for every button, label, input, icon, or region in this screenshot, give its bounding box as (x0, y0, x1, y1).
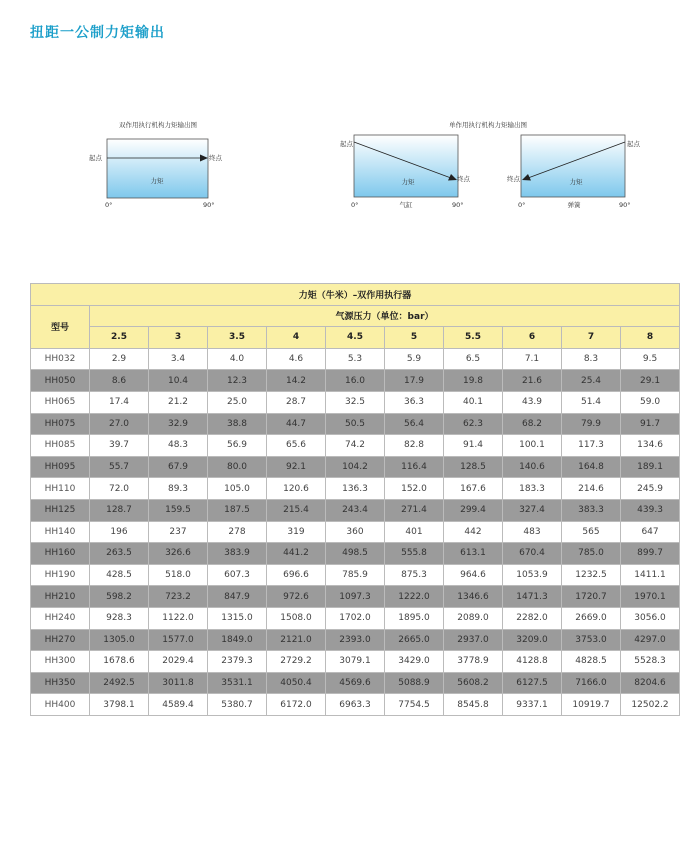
table-row (31, 413, 680, 435)
torque-value-cell: 4828.5 (562, 651, 621, 673)
torque-value-cell: 441.2 (267, 543, 326, 565)
torque-value-cell: 613.1 (444, 543, 503, 565)
torque-value-cell: 19.8 (444, 370, 503, 392)
torque-value-cell: 1895.0 (385, 607, 444, 629)
torque-value-cell: 4297.0 (621, 629, 680, 651)
torque-value-cell: 27.0 (90, 413, 149, 435)
pressure-column-header: 4.5 (326, 327, 385, 349)
torque-value-cell: 67.9 (149, 456, 208, 478)
torque-value-cell: 928.3 (90, 607, 149, 629)
torque-value-cell: 8.3 (562, 348, 621, 370)
model-cell: HH110 (31, 478, 90, 500)
table-row (31, 391, 680, 413)
torque-value-cell: 2492.5 (90, 672, 149, 694)
model-cell: HH240 (31, 607, 90, 629)
pressure-column-header: 5.5 (444, 327, 503, 349)
pressure-values-row (31, 327, 680, 349)
torque-value-cell: 3056.0 (621, 607, 680, 629)
torque-value-cell: 598.2 (90, 586, 149, 608)
table-row (31, 564, 680, 586)
table-row (31, 456, 680, 478)
torque-value-cell: 972.6 (267, 586, 326, 608)
torque-value-cell: 9.5 (621, 348, 680, 370)
torque-value-cell: 43.9 (503, 391, 562, 413)
torque-value-cell: 498.5 (326, 543, 385, 565)
torque-value-cell: 5.3 (326, 348, 385, 370)
model-cell: HH140 (31, 521, 90, 543)
torque-value-cell: 7754.5 (385, 694, 444, 716)
torque-value-cell: 10.4 (149, 370, 208, 392)
axis-mode-label: 弹簧 (567, 201, 581, 209)
torque-value-cell: 136.3 (326, 478, 385, 500)
model-cell: HH400 (31, 694, 90, 716)
model-cell: HH050 (31, 370, 90, 392)
table-row (31, 586, 680, 608)
diagram-caption: 双作用执行机构力矩输出图 (119, 121, 197, 129)
torque-value-cell: 196 (90, 521, 149, 543)
torque-value-cell: 51.4 (562, 391, 621, 413)
model-cell: HH300 (31, 651, 90, 673)
torque-value-cell: 326.6 (149, 543, 208, 565)
torque-value-cell: 1053.9 (503, 564, 562, 586)
torque-value-cell: 68.2 (503, 413, 562, 435)
torque-value-cell: 21.2 (149, 391, 208, 413)
torque-value-cell: 48.3 (149, 435, 208, 457)
torque-value-cell: 245.9 (621, 478, 680, 500)
pressure-column-header: 8 (621, 327, 680, 349)
torque-value-cell: 28.7 (267, 391, 326, 413)
torque-value-cell: 56.9 (208, 435, 267, 457)
torque-value-cell: 3753.0 (562, 629, 621, 651)
torque-value-cell: 2089.0 (444, 607, 503, 629)
torque-value-cell: 847.9 (208, 586, 267, 608)
table-row (31, 694, 680, 716)
torque-value-cell: 5528.3 (621, 651, 680, 673)
torque-value-cell: 2669.0 (562, 607, 621, 629)
torque-value-cell: 401 (385, 521, 444, 543)
table-row (31, 629, 680, 651)
torque-value-cell: 140.6 (503, 456, 562, 478)
torque-value-cell: 1970.1 (621, 586, 680, 608)
torque-value-cell: 383.9 (208, 543, 267, 565)
end-label: 终点 (209, 154, 222, 162)
page-title: 扭距一公制力矩输出 (30, 25, 165, 41)
torque-value-cell: 91.4 (444, 435, 503, 457)
pressure-column-header: 7 (562, 327, 621, 349)
torque-value-cell: 1678.6 (90, 651, 149, 673)
torque-value-cell: 1122.0 (149, 607, 208, 629)
torque-value-cell: 65.6 (267, 435, 326, 457)
torque-value-cell: 3079.1 (326, 651, 385, 673)
torque-value-cell: 2029.4 (149, 651, 208, 673)
torque-value-cell: 439.3 (621, 499, 680, 521)
torque-value-cell: 360 (326, 521, 385, 543)
table-row (31, 348, 680, 370)
axis-start-label: 0° (351, 201, 359, 209)
torque-value-cell: 4.0 (208, 348, 267, 370)
torque-value-cell: 152.0 (385, 478, 444, 500)
torque-value-cell: 25.4 (562, 370, 621, 392)
torque-value-cell: 243.4 (326, 499, 385, 521)
torque-value-cell: 29.1 (621, 370, 680, 392)
torque-value-cell: 116.4 (385, 456, 444, 478)
spring-stroke-diagram (507, 135, 641, 209)
torque-value-cell: 2665.0 (385, 629, 444, 651)
torque-value-cell: 327.4 (503, 499, 562, 521)
torque-value-cell: 7166.0 (562, 672, 621, 694)
torque-value-cell: 50.5 (326, 413, 385, 435)
model-cell: HH270 (31, 629, 90, 651)
torque-value-cell: 80.0 (208, 456, 267, 478)
torque-value-cell: 3011.8 (149, 672, 208, 694)
table-row (31, 478, 680, 500)
torque-value-cell: 1471.3 (503, 586, 562, 608)
torque-value-cell: 10919.7 (562, 694, 621, 716)
torque-value-cell: 32.5 (326, 391, 385, 413)
torque-value-cell: 785.0 (562, 543, 621, 565)
torque-value-cell: 3429.0 (385, 651, 444, 673)
torque-value-cell: 5.9 (385, 348, 444, 370)
torque-value-cell: 875.3 (385, 564, 444, 586)
torque-value-cell: 4589.4 (149, 694, 208, 716)
torque-value-cell: 164.8 (562, 456, 621, 478)
torque-value-cell: 62.3 (444, 413, 503, 435)
torque-value-cell: 82.8 (385, 435, 444, 457)
torque-value-cell: 105.0 (208, 478, 267, 500)
torque-label: 力矩 (569, 178, 583, 186)
table-row (31, 651, 680, 673)
model-cell: HH032 (31, 348, 90, 370)
torque-value-cell: 12.3 (208, 370, 267, 392)
torque-value-cell: 183.3 (503, 478, 562, 500)
torque-area (354, 135, 458, 197)
torque-value-cell: 120.6 (267, 478, 326, 500)
torque-value-cell: 383.3 (562, 499, 621, 521)
torque-value-cell: 21.6 (503, 370, 562, 392)
axis-end-label: 90° (619, 201, 631, 209)
torque-value-cell: 1315.0 (208, 607, 267, 629)
torque-value-cell: 9337.1 (503, 694, 562, 716)
double-acting-torque-diagram (80, 118, 240, 218)
torque-value-cell: 555.8 (385, 543, 444, 565)
torque-value-cell: 1508.0 (267, 607, 326, 629)
torque-value-cell: 6.5 (444, 348, 503, 370)
end-label: 终点 (507, 175, 520, 183)
pressure-column-header: 4 (267, 327, 326, 349)
model-cell: HH075 (31, 413, 90, 435)
torque-value-cell: 319 (267, 521, 326, 543)
torque-value-cell: 214.6 (562, 478, 621, 500)
torque-value-cell: 237 (149, 521, 208, 543)
torque-value-cell: 723.2 (149, 586, 208, 608)
pressure-header: 气源压力（单位：bar） (90, 305, 680, 327)
torque-label: 力矩 (150, 177, 164, 185)
torque-value-cell: 1577.0 (149, 629, 208, 651)
torque-value-cell: 215.4 (267, 499, 326, 521)
torque-value-cell: 5088.9 (385, 672, 444, 694)
table-row (31, 499, 680, 521)
torque-value-cell: 72.0 (90, 478, 149, 500)
torque-value-cell: 1305.0 (90, 629, 149, 651)
pressure-column-header: 2.5 (90, 327, 149, 349)
end-label: 终点 (457, 175, 470, 183)
diagram-caption: 单作用执行机构力矩输出图 (449, 121, 527, 129)
torque-value-cell: 189.1 (621, 456, 680, 478)
torque-value-cell: 299.4 (444, 499, 503, 521)
start-label: 起点 (89, 154, 102, 162)
axis-end-label: 90° (452, 201, 464, 209)
torque-value-cell: 39.7 (90, 435, 149, 457)
torque-value-cell: 3.4 (149, 348, 208, 370)
model-cell: HH085 (31, 435, 90, 457)
model-cell: HH095 (31, 456, 90, 478)
torque-value-cell: 74.2 (326, 435, 385, 457)
torque-value-cell: 8545.8 (444, 694, 503, 716)
torque-area (521, 135, 625, 197)
torque-area (107, 139, 208, 198)
torque-value-cell: 55.7 (90, 456, 149, 478)
torque-value-cell: 104.2 (326, 456, 385, 478)
axis-mode-label: 气缸 (399, 201, 413, 209)
torque-value-cell: 1702.0 (326, 607, 385, 629)
torque-value-cell: 187.5 (208, 499, 267, 521)
model-cell: HH210 (31, 586, 90, 608)
torque-value-cell: 1097.3 (326, 586, 385, 608)
torque-value-cell: 14.2 (267, 370, 326, 392)
torque-value-cell: 670.4 (503, 543, 562, 565)
torque-value-cell: 6127.5 (503, 672, 562, 694)
air-stroke-diagram (340, 135, 471, 209)
model-cell: HH190 (31, 564, 90, 586)
torque-value-cell: 2.9 (90, 348, 149, 370)
torque-value-cell: 56.4 (385, 413, 444, 435)
torque-value-cell: 17.4 (90, 391, 149, 413)
torque-value-cell: 44.7 (267, 413, 326, 435)
torque-value-cell: 1222.0 (385, 586, 444, 608)
table-row (31, 672, 680, 694)
table-row (31, 435, 680, 457)
torque-value-cell: 2937.0 (444, 629, 503, 651)
torque-value-cell: 263.5 (90, 543, 149, 565)
table-row (31, 607, 680, 629)
table-row (31, 521, 680, 543)
table-title: 力矩（牛米）–双作用执行器 (31, 284, 680, 306)
model-cell: HH125 (31, 499, 90, 521)
torque-value-cell: 167.6 (444, 478, 503, 500)
torque-value-cell: 79.9 (562, 413, 621, 435)
torque-value-cell: 428.5 (90, 564, 149, 586)
torque-value-cell: 518.0 (149, 564, 208, 586)
torque-value-cell: 16.0 (326, 370, 385, 392)
torque-value-cell: 647 (621, 521, 680, 543)
torque-value-cell: 128.5 (444, 456, 503, 478)
torque-value-cell: 89.3 (149, 478, 208, 500)
torque-value-cell: 25.0 (208, 391, 267, 413)
torque-value-cell: 785.9 (326, 564, 385, 586)
torque-value-cell: 565 (562, 521, 621, 543)
torque-value-cell: 7.1 (503, 348, 562, 370)
pressure-column-header: 3.5 (208, 327, 267, 349)
torque-value-cell: 278 (208, 521, 267, 543)
table-row (31, 543, 680, 565)
table-row (31, 370, 680, 392)
axis-start-label: 0° (518, 201, 526, 209)
torque-value-cell: 4569.6 (326, 672, 385, 694)
torque-value-cell: 3798.1 (90, 694, 149, 716)
axis-end-label: 90° (203, 201, 215, 209)
model-cell: HH160 (31, 543, 90, 565)
pressure-column-header: 6 (503, 327, 562, 349)
torque-value-cell: 128.7 (90, 499, 149, 521)
pressure-column-header: 5 (385, 327, 444, 349)
torque-value-cell: 8.6 (90, 370, 149, 392)
torque-value-cell: 17.9 (385, 370, 444, 392)
pressure-column-header: 3 (149, 327, 208, 349)
torque-value-cell: 483 (503, 521, 562, 543)
model-cell: HH350 (31, 672, 90, 694)
torque-value-cell: 32.9 (149, 413, 208, 435)
axis-start-label: 0° (105, 201, 113, 209)
torque-value-cell: 964.6 (444, 564, 503, 586)
torque-value-cell: 1346.6 (444, 586, 503, 608)
torque-value-cell: 2729.2 (267, 651, 326, 673)
torque-label: 力矩 (401, 178, 415, 186)
torque-value-cell: 1720.7 (562, 586, 621, 608)
torque-value-cell: 899.7 (621, 543, 680, 565)
torque-value-cell: 59.0 (621, 391, 680, 413)
start-label: 起点 (627, 140, 640, 148)
torque-value-cell: 5380.7 (208, 694, 267, 716)
torque-value-cell: 2379.3 (208, 651, 267, 673)
torque-value-cell: 1849.0 (208, 629, 267, 651)
torque-value-cell: 12502.2 (621, 694, 680, 716)
torque-value-cell: 40.1 (444, 391, 503, 413)
torque-value-cell: 3531.1 (208, 672, 267, 694)
torque-value-cell: 3778.9 (444, 651, 503, 673)
torque-value-cell: 5608.2 (444, 672, 503, 694)
torque-value-cell: 4128.8 (503, 651, 562, 673)
model-cell: HH065 (31, 391, 90, 413)
model-column-header: 型号 (31, 305, 90, 348)
torque-value-cell: 4050.4 (267, 672, 326, 694)
torque-value-cell: 4.6 (267, 348, 326, 370)
torque-value-cell: 2393.0 (326, 629, 385, 651)
torque-value-cell: 117.3 (562, 435, 621, 457)
torque-value-cell: 36.3 (385, 391, 444, 413)
torque-value-cell: 38.8 (208, 413, 267, 435)
torque-value-cell: 3209.0 (503, 629, 562, 651)
torque-value-cell: 6172.0 (267, 694, 326, 716)
torque-value-cell: 1411.1 (621, 564, 680, 586)
table-body (31, 348, 680, 715)
torque-value-cell: 2121.0 (267, 629, 326, 651)
torque-value-cell: 2282.0 (503, 607, 562, 629)
single-acting-torque-diagram (330, 118, 650, 218)
torque-value-cell: 607.3 (208, 564, 267, 586)
torque-value-cell: 91.7 (621, 413, 680, 435)
torque-value-cell: 134.6 (621, 435, 680, 457)
torque-value-cell: 92.1 (267, 456, 326, 478)
torque-value-cell: 696.6 (267, 564, 326, 586)
torque-value-cell: 442 (444, 521, 503, 543)
torque-value-cell: 1232.5 (562, 564, 621, 586)
torque-value-cell: 100.1 (503, 435, 562, 457)
torque-value-cell: 6963.3 (326, 694, 385, 716)
start-label: 起点 (340, 140, 353, 148)
torque-table (30, 283, 680, 716)
torque-value-cell: 8204.6 (621, 672, 680, 694)
torque-value-cell: 159.5 (149, 499, 208, 521)
torque-value-cell: 271.4 (385, 499, 444, 521)
